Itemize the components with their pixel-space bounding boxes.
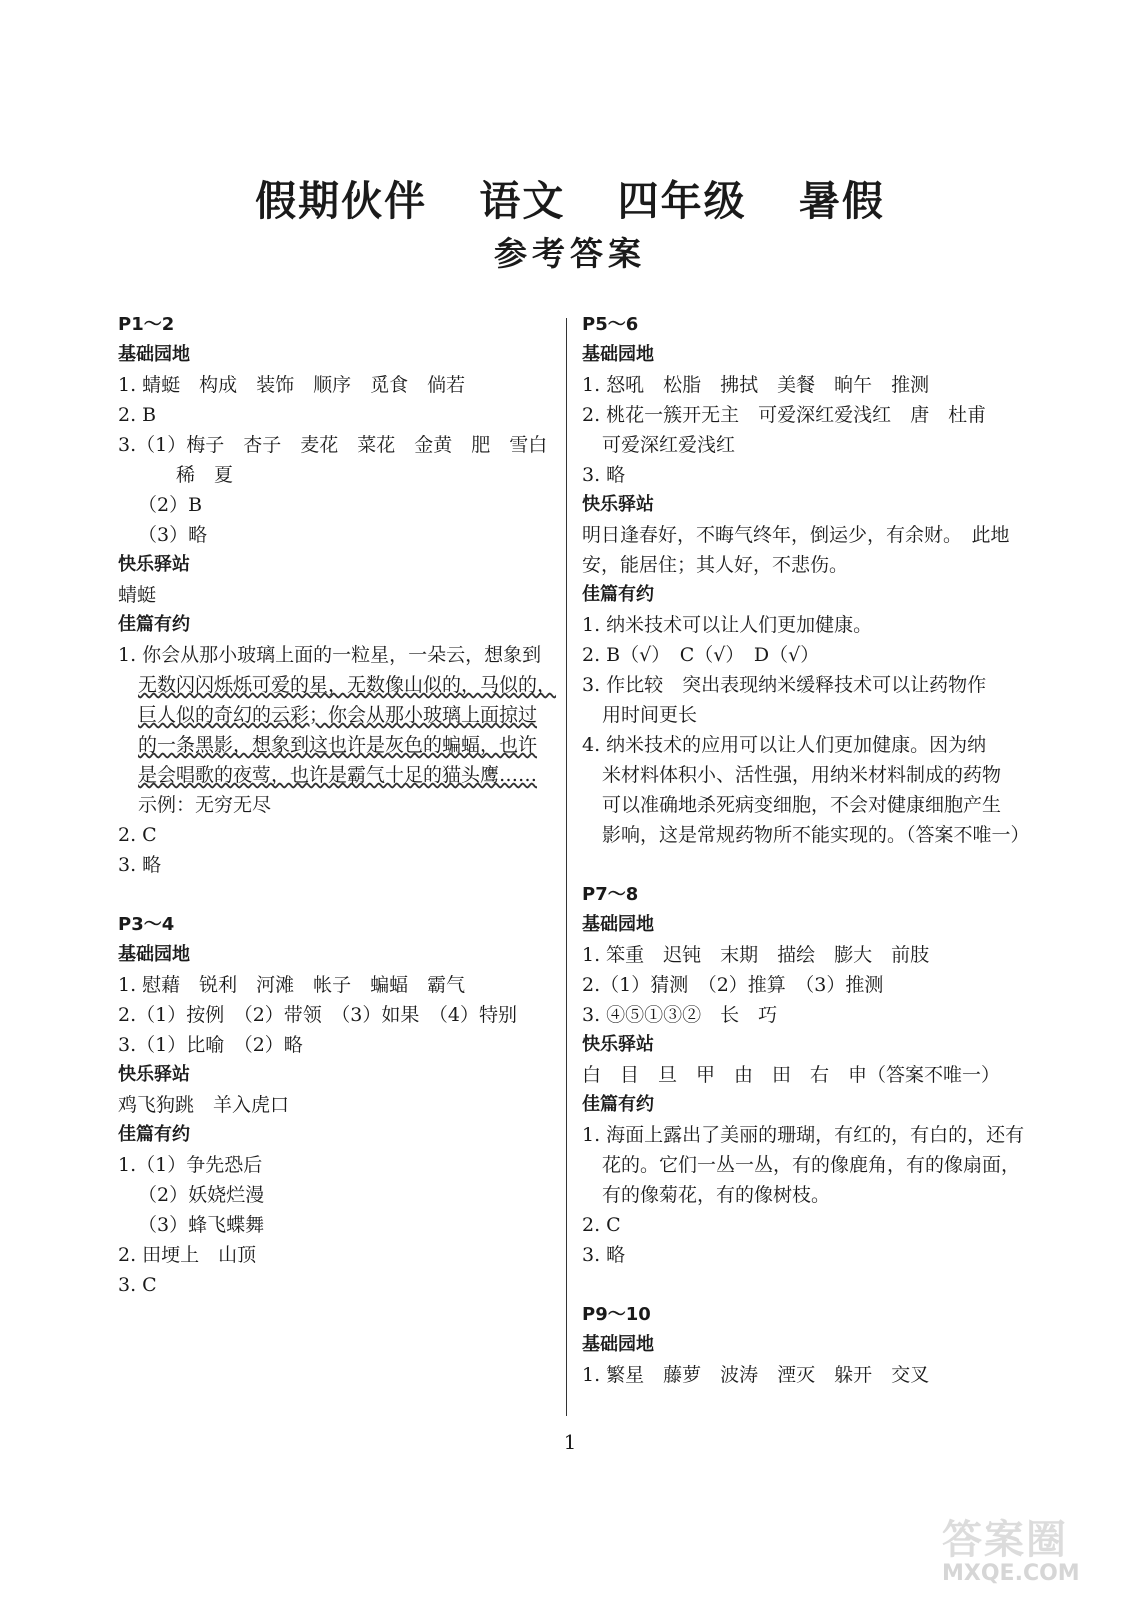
answer-text: 可爱深红爱浅红	[602, 434, 736, 456]
answer-line	[118, 1000, 548, 1030]
answer-line	[582, 370, 1012, 400]
answer-text: 佳篇有约	[118, 614, 190, 635]
answer-line	[118, 760, 548, 790]
answer-text: 1. 蜻蜓 构成 装饰 顺序 觅食 倘若	[118, 374, 466, 396]
answer-text: 示例：无穷无尽	[138, 794, 272, 816]
answer-text: 4. 纳米技术的应用可以让人们更加健康。因为纳	[582, 734, 987, 756]
answer-text: 3. 作比较 突出表现纳米缓释技术可以让药物作	[582, 674, 987, 696]
section-heading	[118, 910, 548, 940]
answer-line	[582, 1180, 1012, 1210]
answer-line	[582, 430, 1012, 460]
section-heading	[582, 490, 1012, 520]
answer-text: 基础园地	[582, 344, 654, 365]
answer-line	[582, 970, 1012, 1000]
answer-line	[118, 1030, 548, 1060]
answer-text: 2. C	[118, 824, 157, 846]
answer-text: 1. 你会从那小玻璃上面的一粒星，一朵云，想象到	[118, 644, 542, 666]
answer-text: 影响，这是常规药物所不能实现的。（答案不唯一）	[602, 824, 1030, 846]
section-heading	[118, 1060, 548, 1090]
answer-text: P1～2	[118, 314, 175, 335]
right-answer-column	[582, 310, 1030, 1390]
answer-line	[118, 850, 548, 880]
watermark-logo-text: 答案圈	[942, 1517, 1068, 1563]
answer-line	[118, 430, 548, 460]
answer-text: 1. 慰藉 锐利 河滩 帐子 蝙蝠 霸气	[118, 974, 466, 996]
answer-line	[118, 1180, 548, 1210]
answer-text: P7～8	[582, 884, 639, 905]
section-heading	[582, 340, 1012, 370]
section-heading	[582, 1300, 1012, 1330]
answer-text: 2. 田埂上 山顶	[118, 1244, 257, 1266]
answer-line	[582, 400, 1012, 430]
answer-text: 基础园地	[582, 1334, 654, 1355]
answer-line	[582, 1060, 1012, 1090]
answer-text: 2.（1）按例 （2）带领 （3）如果 （4）特别	[118, 1004, 517, 1026]
page-subtitle: 参考答案	[494, 234, 646, 273]
section-heading	[582, 880, 1012, 910]
section-heading	[118, 940, 548, 970]
section-heading	[582, 580, 1012, 610]
answer-text: 蜻蜓	[118, 584, 157, 606]
answer-line	[582, 1360, 1012, 1390]
section-heading	[118, 310, 548, 340]
answer-line	[118, 400, 548, 430]
section-heading	[582, 1030, 1012, 1060]
answer-text: 快乐驿站	[118, 554, 190, 575]
answer-line	[582, 1120, 1025, 1150]
answer-text: 花的。它们一丛一丛，有的像鹿角，有的像扇面，	[602, 1154, 1021, 1176]
answer-line	[582, 820, 1030, 850]
answer-line	[582, 610, 1012, 640]
answer-text: 明日逢春好，不晦气终年，倒运少，有余财。 此地	[582, 524, 1010, 546]
answer-line	[118, 1210, 548, 1240]
answer-text: 2. 桃花一簇开无主 可爱深红爱浅红 唐 杜甫	[582, 404, 987, 426]
answer-text: 白 目 旦 甲 由 田 右 申（答案不唯一）	[582, 1064, 1001, 1086]
answer-line	[118, 1240, 548, 1270]
answer-text: 基础园地	[118, 944, 190, 965]
title-part: 四年级	[617, 177, 747, 225]
answer-text: 米材料体积小、活性强，用纳米材料制成的药物	[602, 764, 1002, 786]
answer-text: 可以准确地杀死病变细胞，不会对健康细胞产生	[602, 794, 1002, 816]
answer-text: 1.（1）争先恐后	[118, 1154, 263, 1176]
answer-line	[118, 670, 557, 700]
answer-text: 安，能居住；其人好，不悲伤。	[582, 554, 849, 576]
answer-line	[118, 820, 548, 850]
title-part: 暑假	[798, 177, 885, 225]
answer-line	[582, 730, 1012, 760]
watermark-url: MXQE.COM	[942, 1561, 1080, 1586]
answer-line	[582, 760, 1012, 790]
answer-text: P3～4	[118, 914, 175, 935]
answer-text: （2）妖娆烂漫	[138, 1184, 265, 1206]
answer-line	[582, 1000, 1012, 1030]
answer-text: 3.（1）梅子 杏子 麦花 菜花 金黄 肥 雪白	[118, 434, 548, 456]
answer-line	[582, 640, 1012, 670]
answer-line	[582, 550, 1012, 580]
section-gap	[118, 880, 548, 910]
answer-line	[118, 640, 548, 670]
title-part: 语文	[479, 177, 566, 225]
answer-text: 1. 纳米技术可以让人们更加健康。	[582, 614, 873, 636]
section-heading	[582, 310, 1012, 340]
answer-text: 鸡飞狗跳 羊入虎口	[118, 1094, 290, 1116]
answer-text: 稀 夏	[176, 464, 234, 486]
answer-text: 基础园地	[118, 344, 190, 365]
answer-line	[582, 940, 1012, 970]
answer-text: 的一条黑影，想象到这也许是灰色的蝙蝠，也许	[138, 734, 538, 756]
answer-text: （2）B	[138, 494, 203, 516]
answer-line	[118, 460, 548, 490]
answer-line	[118, 1090, 548, 1120]
answer-text: 1. 笨重 迟钝 末期 描绘 膨大 前肢	[582, 944, 930, 966]
answer-text: 2. C	[582, 1214, 621, 1236]
answer-line	[118, 490, 548, 520]
answer-text: 2.（1）猜测 （2）推算 （3）推测	[582, 974, 884, 996]
answer-text: 快乐驿站	[118, 1064, 190, 1085]
section-heading	[118, 550, 548, 580]
answer-line	[582, 790, 1012, 820]
title-part: 假期伙伴	[255, 177, 428, 225]
answer-line	[582, 460, 1012, 490]
left-answer-column	[118, 310, 557, 1300]
answer-text: 佳篇有约	[582, 584, 654, 605]
answer-text: 是会唱歌的夜莺，也许是霸气十足的猫头鹰……	[138, 764, 538, 786]
section-heading	[118, 340, 548, 370]
answer-text: 巨人似的奇幻的云彩；你会从那小玻璃上面掠过	[138, 704, 538, 726]
answer-text: 3. ④⑤①③② 长 巧	[582, 1004, 778, 1026]
answer-line	[582, 520, 1012, 550]
answer-text: 3. 略	[582, 1244, 626, 1266]
answer-line	[118, 700, 548, 730]
answer-text: 有的像菊花，有的像树枝。	[602, 1184, 831, 1206]
answer-text: （3）略	[138, 524, 208, 546]
answer-line	[118, 1270, 548, 1300]
answer-text: 佳篇有约	[582, 1094, 654, 1115]
answer-line	[582, 1150, 1021, 1180]
answer-line	[118, 1150, 548, 1180]
answer-line	[582, 670, 1012, 700]
answer-line	[118, 580, 548, 610]
section-heading	[118, 1120, 548, 1150]
answer-line	[118, 970, 548, 1000]
answer-text: 1. 怒吼 松脂 拂拭 美餐 晌午 推测	[582, 374, 930, 396]
page-title	[0, 168, 1140, 227]
section-heading	[582, 1330, 1012, 1360]
answer-text: 无数闪闪烁烁可爱的星，无数像山似的，马似的，	[138, 674, 557, 696]
answer-line	[582, 700, 1012, 730]
answer-text: 1. 海面上露出了美丽的珊瑚，有红的，有白的，还有	[582, 1124, 1025, 1146]
answer-text: 1. 繁星 藤萝 波涛 湮灭 躲开 交叉	[582, 1364, 930, 1386]
answer-text: （3）蜂飞蝶舞	[138, 1214, 265, 1236]
section-gap	[582, 850, 1012, 880]
answer-line	[582, 1210, 1012, 1240]
answer-line	[118, 520, 548, 550]
answer-line	[582, 1240, 1012, 1270]
answer-text: 2. B	[118, 404, 157, 426]
answer-text: 基础园地	[582, 914, 654, 935]
answer-text: 3. 略	[118, 854, 162, 876]
section-gap	[582, 1270, 1012, 1300]
section-heading	[582, 1090, 1012, 1120]
answer-line	[118, 370, 548, 400]
section-heading	[118, 610, 548, 640]
answer-text: 3. C	[118, 1274, 157, 1296]
column-divider	[566, 318, 567, 1416]
answer-text: 佳篇有约	[118, 1124, 190, 1145]
answer-line	[118, 730, 548, 760]
answer-text: P5～6	[582, 314, 639, 335]
answer-text: 3. 略	[582, 464, 626, 486]
answer-text: 快乐驿站	[582, 1034, 654, 1055]
answer-text: P9～10	[582, 1304, 651, 1325]
answer-text: 2. B（√） C（√） D（√）	[582, 644, 820, 666]
page-number: 1	[563, 1430, 577, 1454]
answer-text: 3.（1）比喻 （2）略	[118, 1034, 303, 1056]
answer-text: 快乐驿站	[582, 494, 654, 515]
watermark-logo	[942, 1508, 1122, 1592]
section-heading	[582, 910, 1012, 940]
answer-text: 用时间更长	[602, 704, 698, 726]
answer-line	[118, 790, 548, 820]
